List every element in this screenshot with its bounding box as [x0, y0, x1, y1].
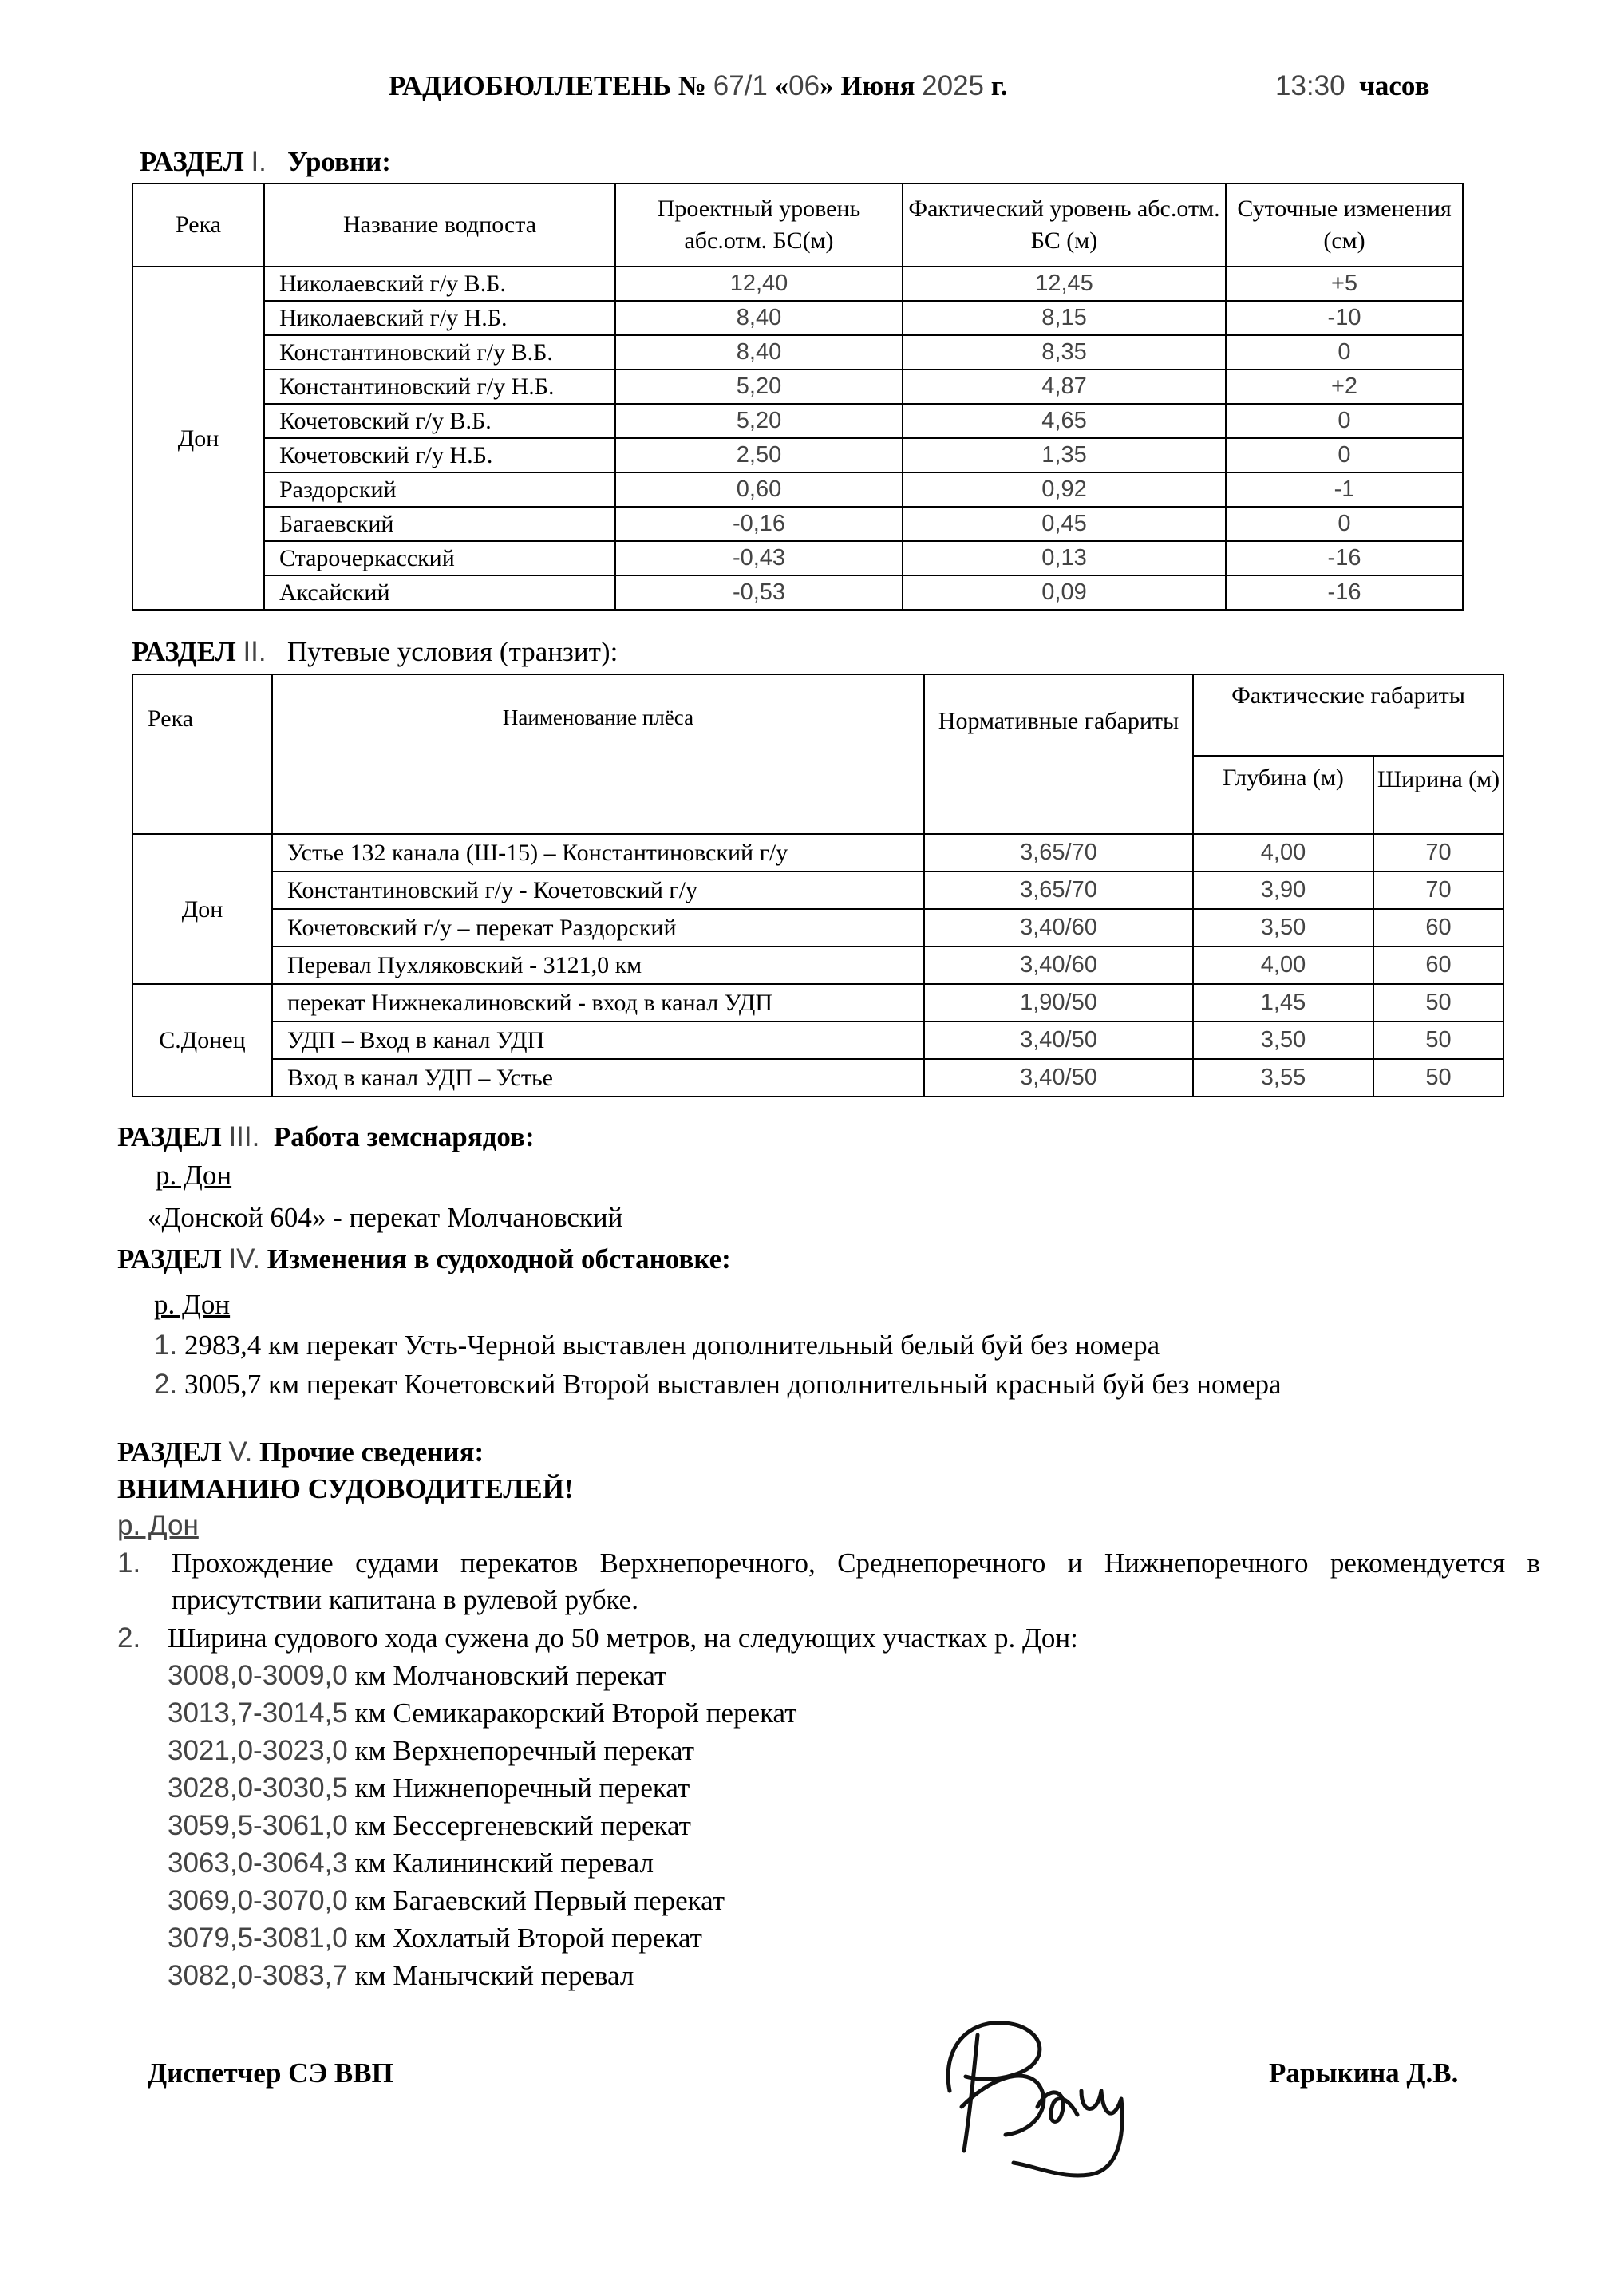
route-header-row [132, 674, 1503, 756]
section5-title [117, 1436, 484, 1468]
daily-change: 0 [1226, 438, 1463, 472]
bulletin-time [1275, 70, 1429, 102]
dispatcher-title: Диспетчер СЭ ВВП [148, 2057, 393, 2089]
daily-change: +2 [1226, 369, 1463, 404]
actual-level: 1,35 [903, 438, 1226, 472]
section-label: РАЗДЕЛ [117, 1436, 222, 1468]
gauge-name: Старочеркасский [264, 541, 615, 575]
table-row [132, 834, 1503, 871]
segment-range: 3008,0-3009,0 [168, 1660, 348, 1691]
segment-item [168, 1770, 690, 1807]
item2-number: 2. [117, 1622, 141, 1654]
bulletin-header [0, 70, 1624, 110]
segment-item [168, 1808, 691, 1844]
table-row [132, 404, 1463, 438]
dispatcher-name: Рарыкина Д.В. [1269, 2057, 1459, 2089]
section-name: Путевые условия (транзит): [286, 636, 618, 667]
col-header: Глубина (м) [1193, 756, 1373, 834]
stretch-name: Вход в канал УДП – Устье [272, 1059, 924, 1097]
design-level: 5,20 [615, 404, 903, 438]
segment-item [168, 1733, 694, 1769]
table-row [132, 1022, 1503, 1059]
norm-dims: 3,65/70 [924, 871, 1193, 909]
section1-title [140, 146, 391, 178]
bulletin-year: 2025 [922, 70, 985, 101]
col-header: Река [132, 184, 264, 267]
section4-river: р. Дон [154, 1289, 231, 1320]
segment-name: км Багаевский Первый перекат [354, 1885, 725, 1916]
design-level: 2,50 [615, 438, 903, 472]
gauge-name: Багаевский [264, 507, 615, 541]
list-item [154, 1366, 1282, 1403]
section-label: РАЗДЕЛ [117, 1121, 222, 1152]
actual-level: 0,09 [903, 575, 1226, 610]
segment-range: 3021,0-3023,0 [168, 1735, 348, 1766]
table-row [132, 871, 1503, 909]
table-row [132, 946, 1503, 984]
depth-value: 1,45 [1193, 984, 1373, 1022]
table-row [132, 335, 1463, 369]
section-numeral: II. [243, 636, 267, 667]
segment-item [168, 1958, 634, 1994]
design-level: 8,40 [615, 301, 903, 335]
width-value: 70 [1373, 834, 1503, 871]
actual-level: 4,87 [903, 369, 1226, 404]
col-header: Наименование плёса [272, 674, 924, 834]
col-header: Название водпоста [264, 184, 615, 267]
segment-item [168, 1695, 796, 1732]
width-value: 60 [1373, 946, 1503, 984]
actual-level: 0,92 [903, 472, 1226, 507]
segment-name: км Верхнепоречный перекат [354, 1735, 694, 1766]
width-value: 50 [1373, 984, 1503, 1022]
item1-text: Прохождение судами перекатов Верхнепоречного, Среднепоречного и Нижнепоречного рекомендуется в присутствии капитана в рулевой рубке. [172, 1547, 1540, 1615]
stretch-name: Перевал Пухляковский - 3121,0 км [272, 946, 924, 984]
table-row [132, 984, 1503, 1022]
levels-header-row [132, 184, 1463, 267]
river-cell: С.Донец [132, 984, 272, 1097]
daily-change: -16 [1226, 575, 1463, 610]
width-value: 50 [1373, 1059, 1503, 1097]
section-numeral: I. [251, 146, 267, 177]
segment-item [168, 1845, 654, 1882]
segment-range: 3082,0-3083,7 [168, 1960, 348, 1991]
width-value: 70 [1373, 871, 1503, 909]
stretch-name: перекат Нижнекалиновский - вход в канал УДП [272, 984, 924, 1022]
time-value: 13:30 [1275, 70, 1345, 101]
segment-name: км Бессергеневский перекат [354, 1810, 691, 1841]
design-level: 8,40 [615, 335, 903, 369]
bulletin-month: » Июня [820, 70, 915, 101]
actual-level: 0,13 [903, 541, 1226, 575]
table-row [132, 575, 1463, 610]
col-header: Проектный уровень абс.отм. БС(м) [615, 184, 903, 267]
title-prefix: РАДИОБЮЛЛЕТЕНЬ № [389, 70, 706, 101]
design-level: 12,40 [615, 267, 903, 301]
col-header: Река [132, 674, 272, 834]
section-label: РАЗДЕЛ [132, 636, 236, 667]
section-name: Работа земснарядов: [273, 1121, 535, 1152]
segment-range: 3069,0-3070,0 [168, 1885, 348, 1916]
design-level: 5,20 [615, 369, 903, 404]
segment-name: км Хохлатый Второй перекат [354, 1923, 702, 1954]
gauge-name: Аксайский [264, 575, 615, 610]
section3-title [117, 1121, 535, 1153]
daily-change: +5 [1226, 267, 1463, 301]
actual-level: 8,35 [903, 335, 1226, 369]
list-item [154, 1327, 1160, 1364]
segment-range: 3028,0-3030,5 [168, 1772, 348, 1804]
segment-name: км Нижнепоречный перекат [354, 1772, 690, 1804]
levels-table [132, 183, 1464, 611]
norm-dims: 3,40/50 [924, 1059, 1193, 1097]
segment-item [168, 1920, 702, 1957]
depth-value: 4,00 [1193, 946, 1373, 984]
table-row [132, 541, 1463, 575]
design-level: -0,43 [615, 541, 903, 575]
item-text: 2983,4 км перекат Усть-Черной выставлен дополнительный белый буй без номера [184, 1330, 1160, 1361]
width-value: 60 [1373, 909, 1503, 946]
dredger-item: «Донской 604» - перекат Молчановский [148, 1202, 623, 1233]
section4-title [117, 1243, 731, 1275]
river-cell: Дон [132, 267, 264, 610]
depth-value: 3,50 [1193, 909, 1373, 946]
design-level: -0,53 [615, 575, 903, 610]
section-label: РАЗДЕЛ [140, 146, 244, 177]
segment-range: 3059,5-3061,0 [168, 1810, 348, 1841]
gauge-name: Николаевский г/у В.Б. [264, 267, 615, 301]
section-name: Прочие сведения: [259, 1436, 484, 1468]
segment-range: 3013,7-3014,5 [168, 1697, 348, 1729]
section-numeral: IV. [228, 1243, 261, 1274]
bulletin-number: 67/1 [713, 70, 768, 101]
year-suffix: г. [990, 70, 1008, 101]
table-row [132, 438, 1463, 472]
daily-change: 0 [1226, 507, 1463, 541]
item-text: 3005,7 км перекат Кочетовский Второй выставлен дополнительный красный буй без номера [184, 1369, 1282, 1400]
section5-river: р. Дон [117, 1510, 199, 1541]
item-number: 1. [154, 1330, 178, 1361]
segment-name: км Калининский перевал [354, 1847, 654, 1879]
stretch-name: Устье 132 канала (Ш-15) – Константиновский г/у [272, 834, 924, 871]
daily-change: 0 [1226, 335, 1463, 369]
norm-dims: 3,40/50 [924, 1022, 1193, 1059]
quote-open: « [774, 70, 789, 101]
design-level: 0,60 [615, 472, 903, 507]
handwritten-signature-icon [918, 2003, 1157, 2179]
section2-title [132, 636, 618, 668]
gauge-name: Кочетовский г/у В.Б. [264, 404, 615, 438]
gauge-name: Кочетовский г/у Н.Б. [264, 438, 615, 472]
table-row [132, 369, 1463, 404]
route-conditions-table [132, 674, 1504, 1097]
norm-dims: 1,90/50 [924, 984, 1193, 1022]
bulletin-title [389, 70, 1007, 102]
section3-river: р. Дон [156, 1160, 232, 1191]
col-header: Нормативные габариты [924, 674, 1193, 834]
table-row [132, 301, 1463, 335]
segment-item [168, 1658, 666, 1694]
col-header: Фактические габариты [1193, 674, 1503, 756]
depth-value: 3,55 [1193, 1059, 1373, 1097]
width-value: 50 [1373, 1022, 1503, 1059]
gauge-name: Раздорский [264, 472, 615, 507]
attention-heading: ВНИМАНИЮ СУДОВОДИТЕЛЕЙ! [117, 1473, 574, 1504]
section-label: РАЗДЕЛ [117, 1243, 222, 1274]
col-header: Фактический уровень абс.отм. БС (м) [903, 184, 1226, 267]
section-numeral: III. [228, 1121, 260, 1152]
col-header: Ширина (м) [1373, 756, 1503, 834]
segment-name: км Молчановский перекат [354, 1660, 667, 1691]
segment-range: 3063,0-3064,3 [168, 1847, 348, 1879]
item1-number: 1. [117, 1547, 141, 1579]
item2-text: Ширина судового хода сужена до 50 метров, на следующих участках р. Дон: [168, 1622, 1078, 1654]
daily-change: -1 [1226, 472, 1463, 507]
item-number: 2. [154, 1369, 178, 1400]
table-row [132, 472, 1463, 507]
segment-item [168, 1883, 725, 1919]
col-header: Суточные изменения (см) [1226, 184, 1463, 267]
table-row [132, 507, 1463, 541]
river-cell: Дон [132, 834, 272, 984]
segment-range: 3079,5-3081,0 [168, 1923, 348, 1954]
section-numeral: V. [228, 1436, 253, 1468]
table-row [132, 1059, 1503, 1097]
section-name: Уровни: [287, 146, 391, 177]
segment-name: км Манычский перевал [354, 1960, 634, 1991]
norm-dims: 3,40/60 [924, 909, 1193, 946]
table-row [132, 909, 1503, 946]
daily-change: -16 [1226, 541, 1463, 575]
daily-change: 0 [1226, 404, 1463, 438]
stretch-name: Константиновский г/у - Кочетовский г/у [272, 871, 924, 909]
stretch-name: Кочетовский г/у – перекат Раздорский [272, 909, 924, 946]
gauge-name: Николаевский г/у Н.Б. [264, 301, 615, 335]
depth-value: 3,50 [1193, 1022, 1373, 1059]
gauge-name: Константиновский г/у В.Б. [264, 335, 615, 369]
norm-dims: 3,65/70 [924, 834, 1193, 871]
depth-value: 3,90 [1193, 871, 1373, 909]
actual-level: 0,45 [903, 507, 1226, 541]
actual-level: 4,65 [903, 404, 1226, 438]
table-row [132, 267, 1463, 301]
time-suffix: часов [1359, 70, 1430, 101]
design-level: -0,16 [615, 507, 903, 541]
bulletin-day: 06 [788, 70, 820, 101]
daily-change: -10 [1226, 301, 1463, 335]
actual-level: 8,15 [903, 301, 1226, 335]
norm-dims: 3,40/60 [924, 946, 1193, 984]
depth-value: 4,00 [1193, 834, 1373, 871]
actual-level: 12,45 [903, 267, 1226, 301]
gauge-name: Константиновский г/у Н.Б. [264, 369, 615, 404]
section-name: Изменения в судоходной обстановке: [267, 1243, 731, 1274]
stretch-name: УДП – Вход в канал УДП [272, 1022, 924, 1059]
segment-name: км Семикаракорский Второй перекат [354, 1697, 797, 1729]
